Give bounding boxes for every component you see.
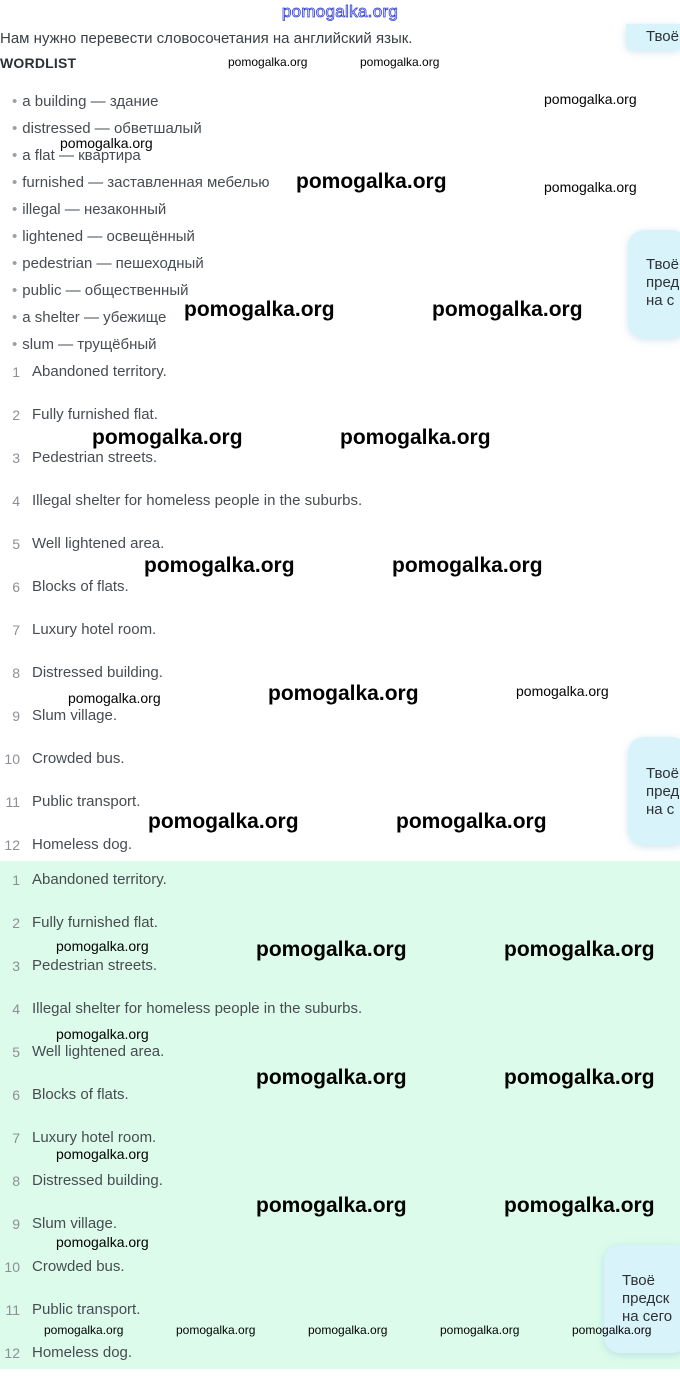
list-item: 9 Slum village. [12,1215,118,1232]
watermark: pomogalka.org [56,1234,149,1250]
watermark: pomogalka.org [56,938,149,954]
list-item: 7 Luxury hotel room. [12,1129,157,1146]
list-item: • illegal — незаконный [12,201,167,218]
watermark: pomogalka.org [184,298,335,321]
list-item: 3 Pedestrian streets. [12,449,158,466]
list-item: • a flat — квартира [12,147,141,164]
list-item: 7 Luxury hotel room. [12,621,157,638]
list-item: 1 Abandoned territory. [12,871,167,888]
watermark: pomogalka.org [228,55,308,69]
list-item: 2 Fully furnished flat. [12,406,158,423]
prediction-bubble[interactable]: Твоё пред на с [628,230,680,338]
list-item: 8 Distressed building. [12,1172,163,1189]
list-item: 4 Illegal shelter for homeless people in the suburbs. [12,1000,363,1017]
watermark: pomogalka.org [92,426,243,449]
list-item: 11 Public transport. [5,793,141,810]
list-item: 5 Well lightened area. [12,1043,165,1060]
list-item: 10 Crowded bus. [4,750,125,767]
list-item: 1 Abandoned territory. [12,363,167,380]
site-logo: pomogalka.org [281,2,399,21]
list-item: 12 Homeless dog. [4,1344,133,1361]
list-item: 2 Fully furnished flat. [12,914,158,931]
list-item: • a shelter — убежище [12,309,167,326]
list-item: 4 Illegal shelter for homeless people in the suburbs. [12,492,363,509]
watermark: pomogalka.org [56,1026,149,1042]
watermark: pomogalka.org [44,1323,124,1337]
list-item: • pedestrian — пешеходный [12,255,204,272]
list-item: 9 Slum village. [12,707,118,724]
watermark: pomogalka.org [68,690,161,706]
watermark: pomogalka.org [308,1323,388,1337]
prediction-bubble[interactable]: Твоё пред на с [628,737,680,845]
list-item: 11 Public transport. [5,1301,141,1318]
watermark: pomogalka.org [396,810,547,833]
watermark: pomogalka.org [516,683,609,699]
watermark: pomogalka.org [360,55,440,69]
list-item: 6 Blocks of flats. [12,578,129,595]
watermark: pomogalka.org [60,135,153,151]
prediction-bubble-top[interactable]: Твоё [626,24,680,50]
watermark: pomogalka.org [268,682,419,705]
watermark: pomogalka.org [176,1323,256,1337]
wordlist-heading: WORDLIST [0,55,77,71]
list-item: 5 Well lightened area. [12,535,165,552]
list-item: 8 Distressed building. [12,664,163,681]
watermark: pomogalka.org [572,1323,652,1337]
watermark: pomogalka.org [56,1146,149,1162]
list-item: • a building — здание [12,93,159,110]
list-item: • slum — трущёбный [12,336,157,353]
watermark: pomogalka.org [544,179,637,195]
list-item: • furnished — заставленная мебелью [12,174,270,191]
list-item: 3 Pedestrian streets. [12,957,158,974]
list-item: 12 Homeless dog. [4,836,133,853]
watermark: pomogalka.org [504,938,655,961]
watermark: pomogalka.org [544,91,637,107]
watermark: pomogalka.org [392,554,543,577]
watermark: pomogalka.org [256,938,407,961]
watermark: pomogalka.org [504,1066,655,1089]
prediction-bubble[interactable]: Твоё предск на сего [604,1245,680,1353]
watermark: pomogalka.org [440,1323,520,1337]
list-item: • distressed — обветшалый [12,120,202,137]
watermark: pomogalka.org [504,1194,655,1217]
task-text: Нам нужно перевести словосочетания на английский язык. [0,30,413,47]
watermark: pomogalka.org [144,554,295,577]
watermark: pomogalka.org [432,298,583,321]
watermark: pomogalka.org [148,810,299,833]
watermark: pomogalka.org [340,426,491,449]
list-item: 10 Crowded bus. [4,1258,125,1275]
watermark: pomogalka.org [256,1066,407,1089]
watermark: pomogalka.org [256,1194,407,1217]
list-item: • public — общественный [12,282,189,299]
list-item: 6 Blocks of flats. [12,1086,129,1103]
list-item: • lightened — освещённый [12,228,195,245]
watermark: pomogalka.org [296,170,447,193]
